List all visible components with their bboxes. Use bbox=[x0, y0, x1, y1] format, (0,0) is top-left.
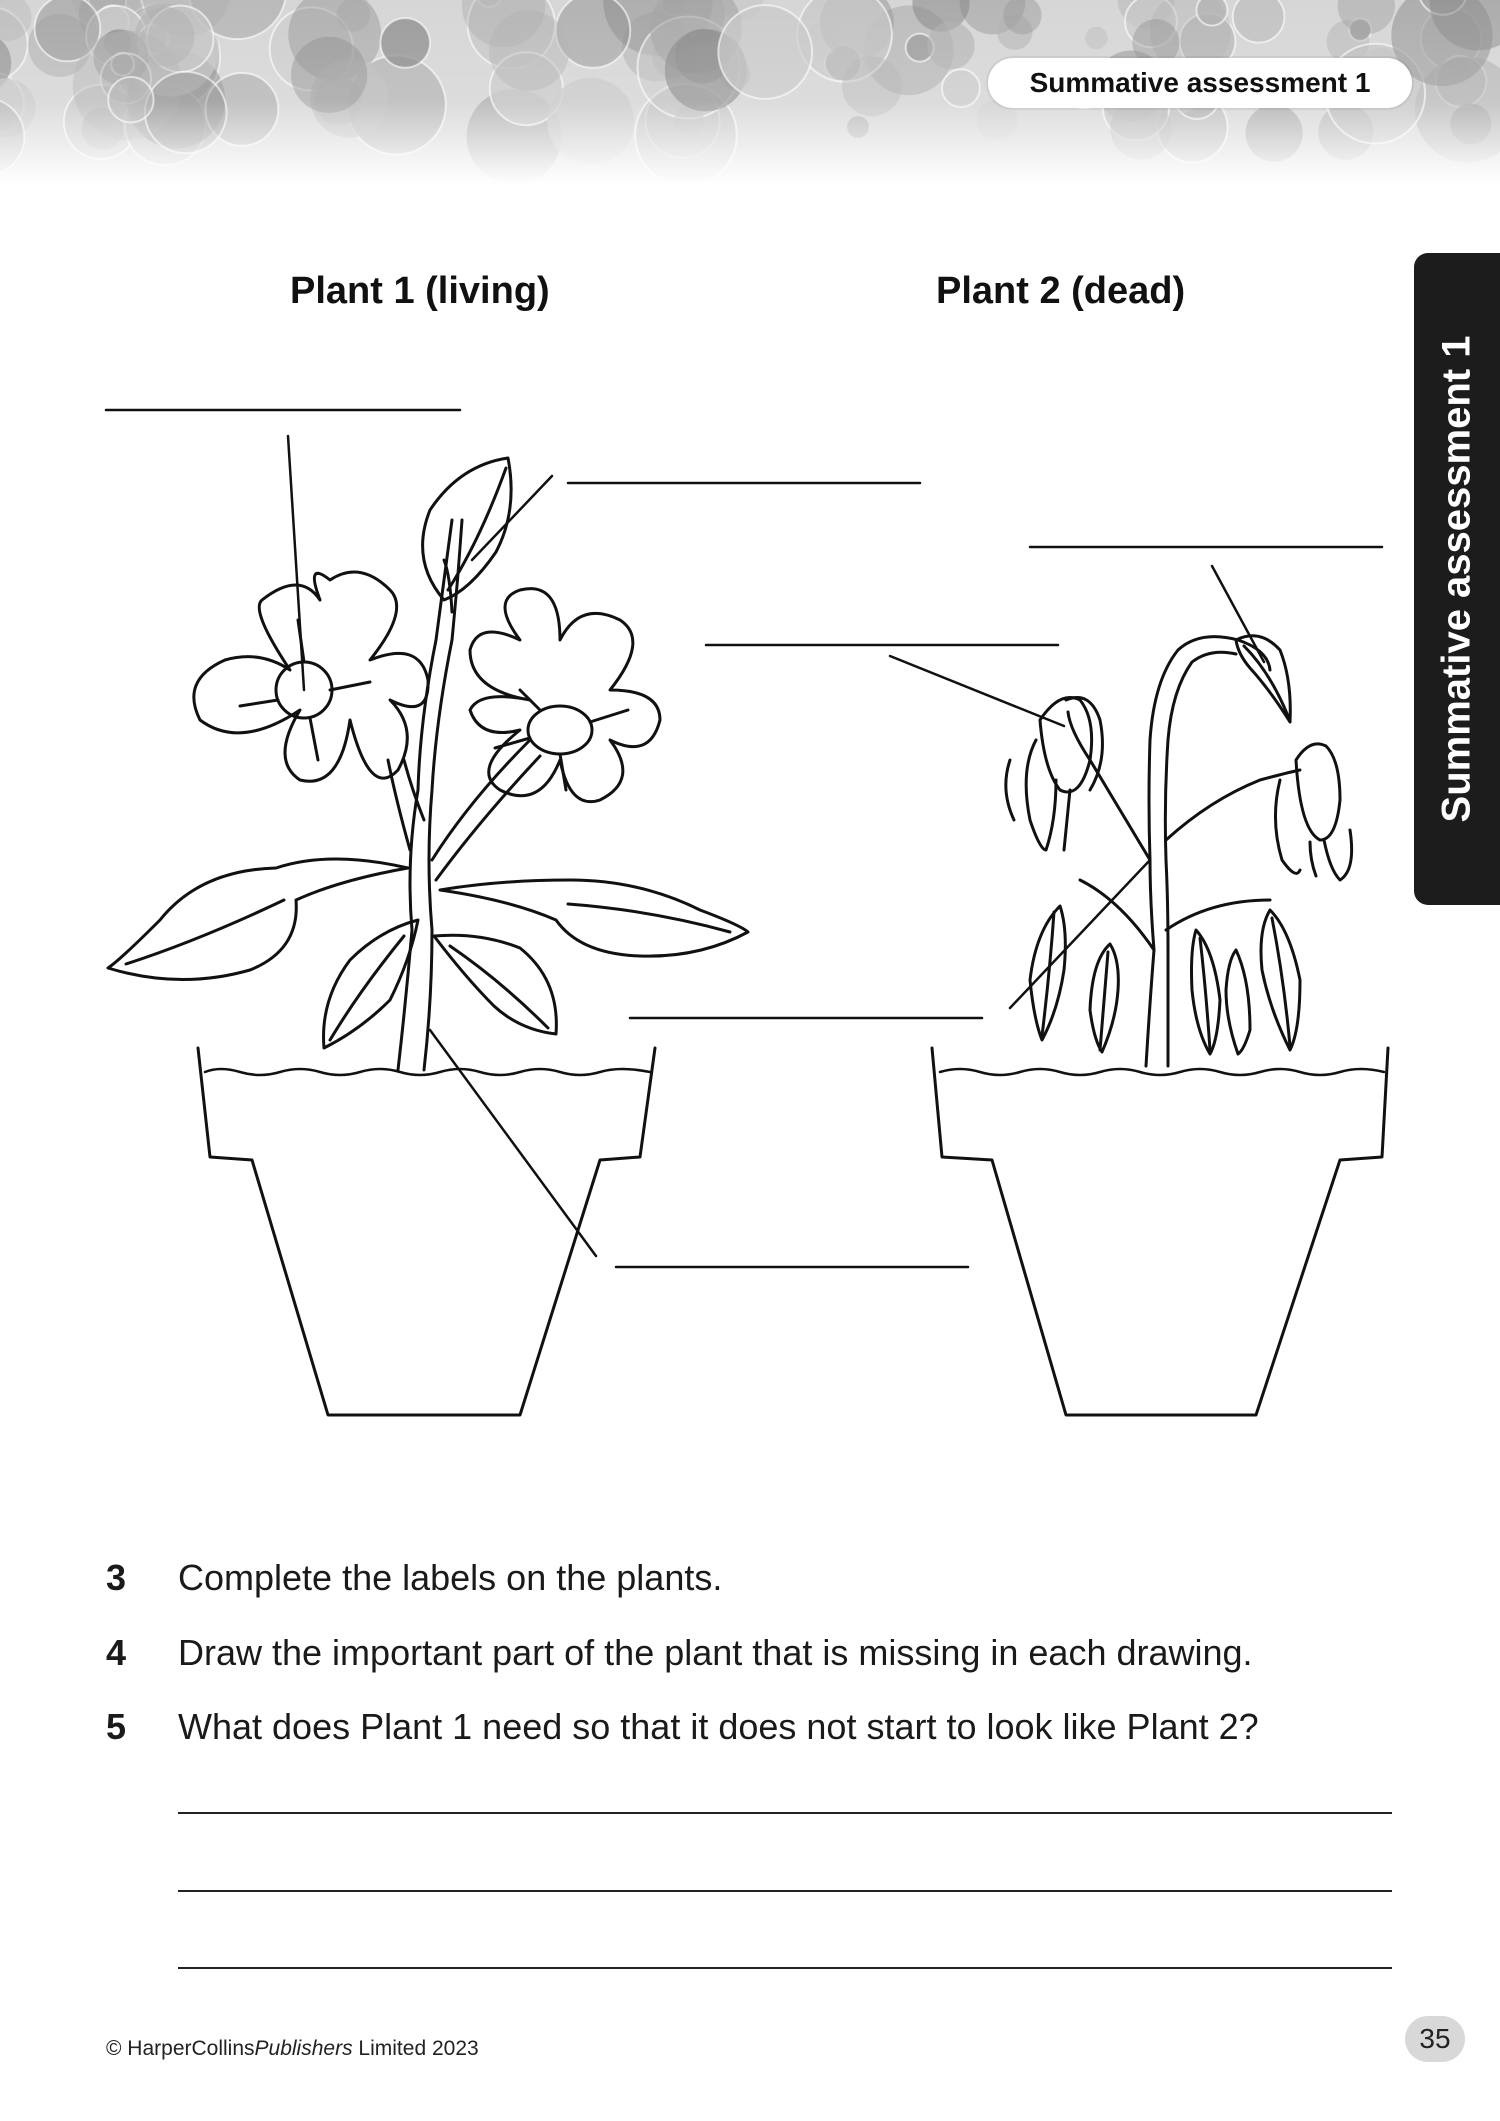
answer-line[interactable] bbox=[178, 1890, 1392, 1892]
label-lines bbox=[106, 410, 1382, 1267]
question-3-number: 3 bbox=[106, 1557, 127, 1598]
plant-2-wilted-flower-right bbox=[1275, 744, 1351, 880]
question-3 bbox=[106, 1557, 722, 1599]
question-4 bbox=[106, 1632, 1253, 1674]
plant-2-drawing bbox=[932, 636, 1388, 1415]
question-4-text: Draw the important part of the plant that is missing in each drawing. bbox=[178, 1632, 1253, 1673]
plant-2-wilted-flower-left bbox=[1006, 698, 1103, 851]
plant-1-leaf-right bbox=[440, 880, 748, 956]
copyright-prefix: © HarperCollins bbox=[106, 2037, 255, 2060]
plant-1-flower-2 bbox=[470, 589, 660, 802]
plant-1-title: Plant 1 (living) bbox=[290, 270, 550, 312]
answer-line[interactable] bbox=[178, 1812, 1392, 1814]
label-pointer-plant2-stem bbox=[1010, 860, 1150, 1008]
plant-1-top-leaf bbox=[423, 458, 512, 600]
page-number: 35 bbox=[1419, 2023, 1451, 2054]
plant-1-small-leaves bbox=[324, 920, 557, 1048]
question-3-text: Complete the labels on the plants. bbox=[178, 1557, 723, 1598]
label-pointer-plant1-stem bbox=[430, 1030, 596, 1256]
plant-2-droop-leaves bbox=[1030, 906, 1300, 1054]
copyright-suffix: Limited 2023 bbox=[352, 2037, 479, 2060]
plant-2-title: Plant 2 (dead) bbox=[936, 270, 1186, 312]
label-pointer-plant2-flower bbox=[890, 656, 1064, 726]
plant-1-pot bbox=[198, 1048, 655, 1415]
answer-line[interactable] bbox=[178, 1967, 1392, 1969]
footer-copyright bbox=[106, 2037, 479, 2061]
plant-2-pot bbox=[932, 1048, 1388, 1415]
label-pointer-plant1-flower bbox=[288, 436, 304, 690]
page-number-badge bbox=[1405, 2016, 1465, 2062]
question-5-number: 5 bbox=[106, 1706, 127, 1747]
plant-1-flower-1 bbox=[194, 572, 428, 781]
plant-1-drawing bbox=[108, 458, 748, 1415]
side-tab-label: Summative assessment 1 bbox=[1434, 335, 1479, 823]
question-4-number: 4 bbox=[106, 1632, 127, 1673]
question-5-text: What does Plant 1 need so that it does not start to look like Plant 2? bbox=[178, 1706, 1259, 1747]
copyright-publishers: Publishers bbox=[254, 2037, 353, 2060]
plant-2-top-leaf bbox=[1236, 636, 1290, 722]
plant-1-leaf-left bbox=[108, 859, 408, 980]
question-5 bbox=[106, 1706, 1259, 1748]
header-badge-label: Summative assessment 1 bbox=[1029, 67, 1371, 98]
